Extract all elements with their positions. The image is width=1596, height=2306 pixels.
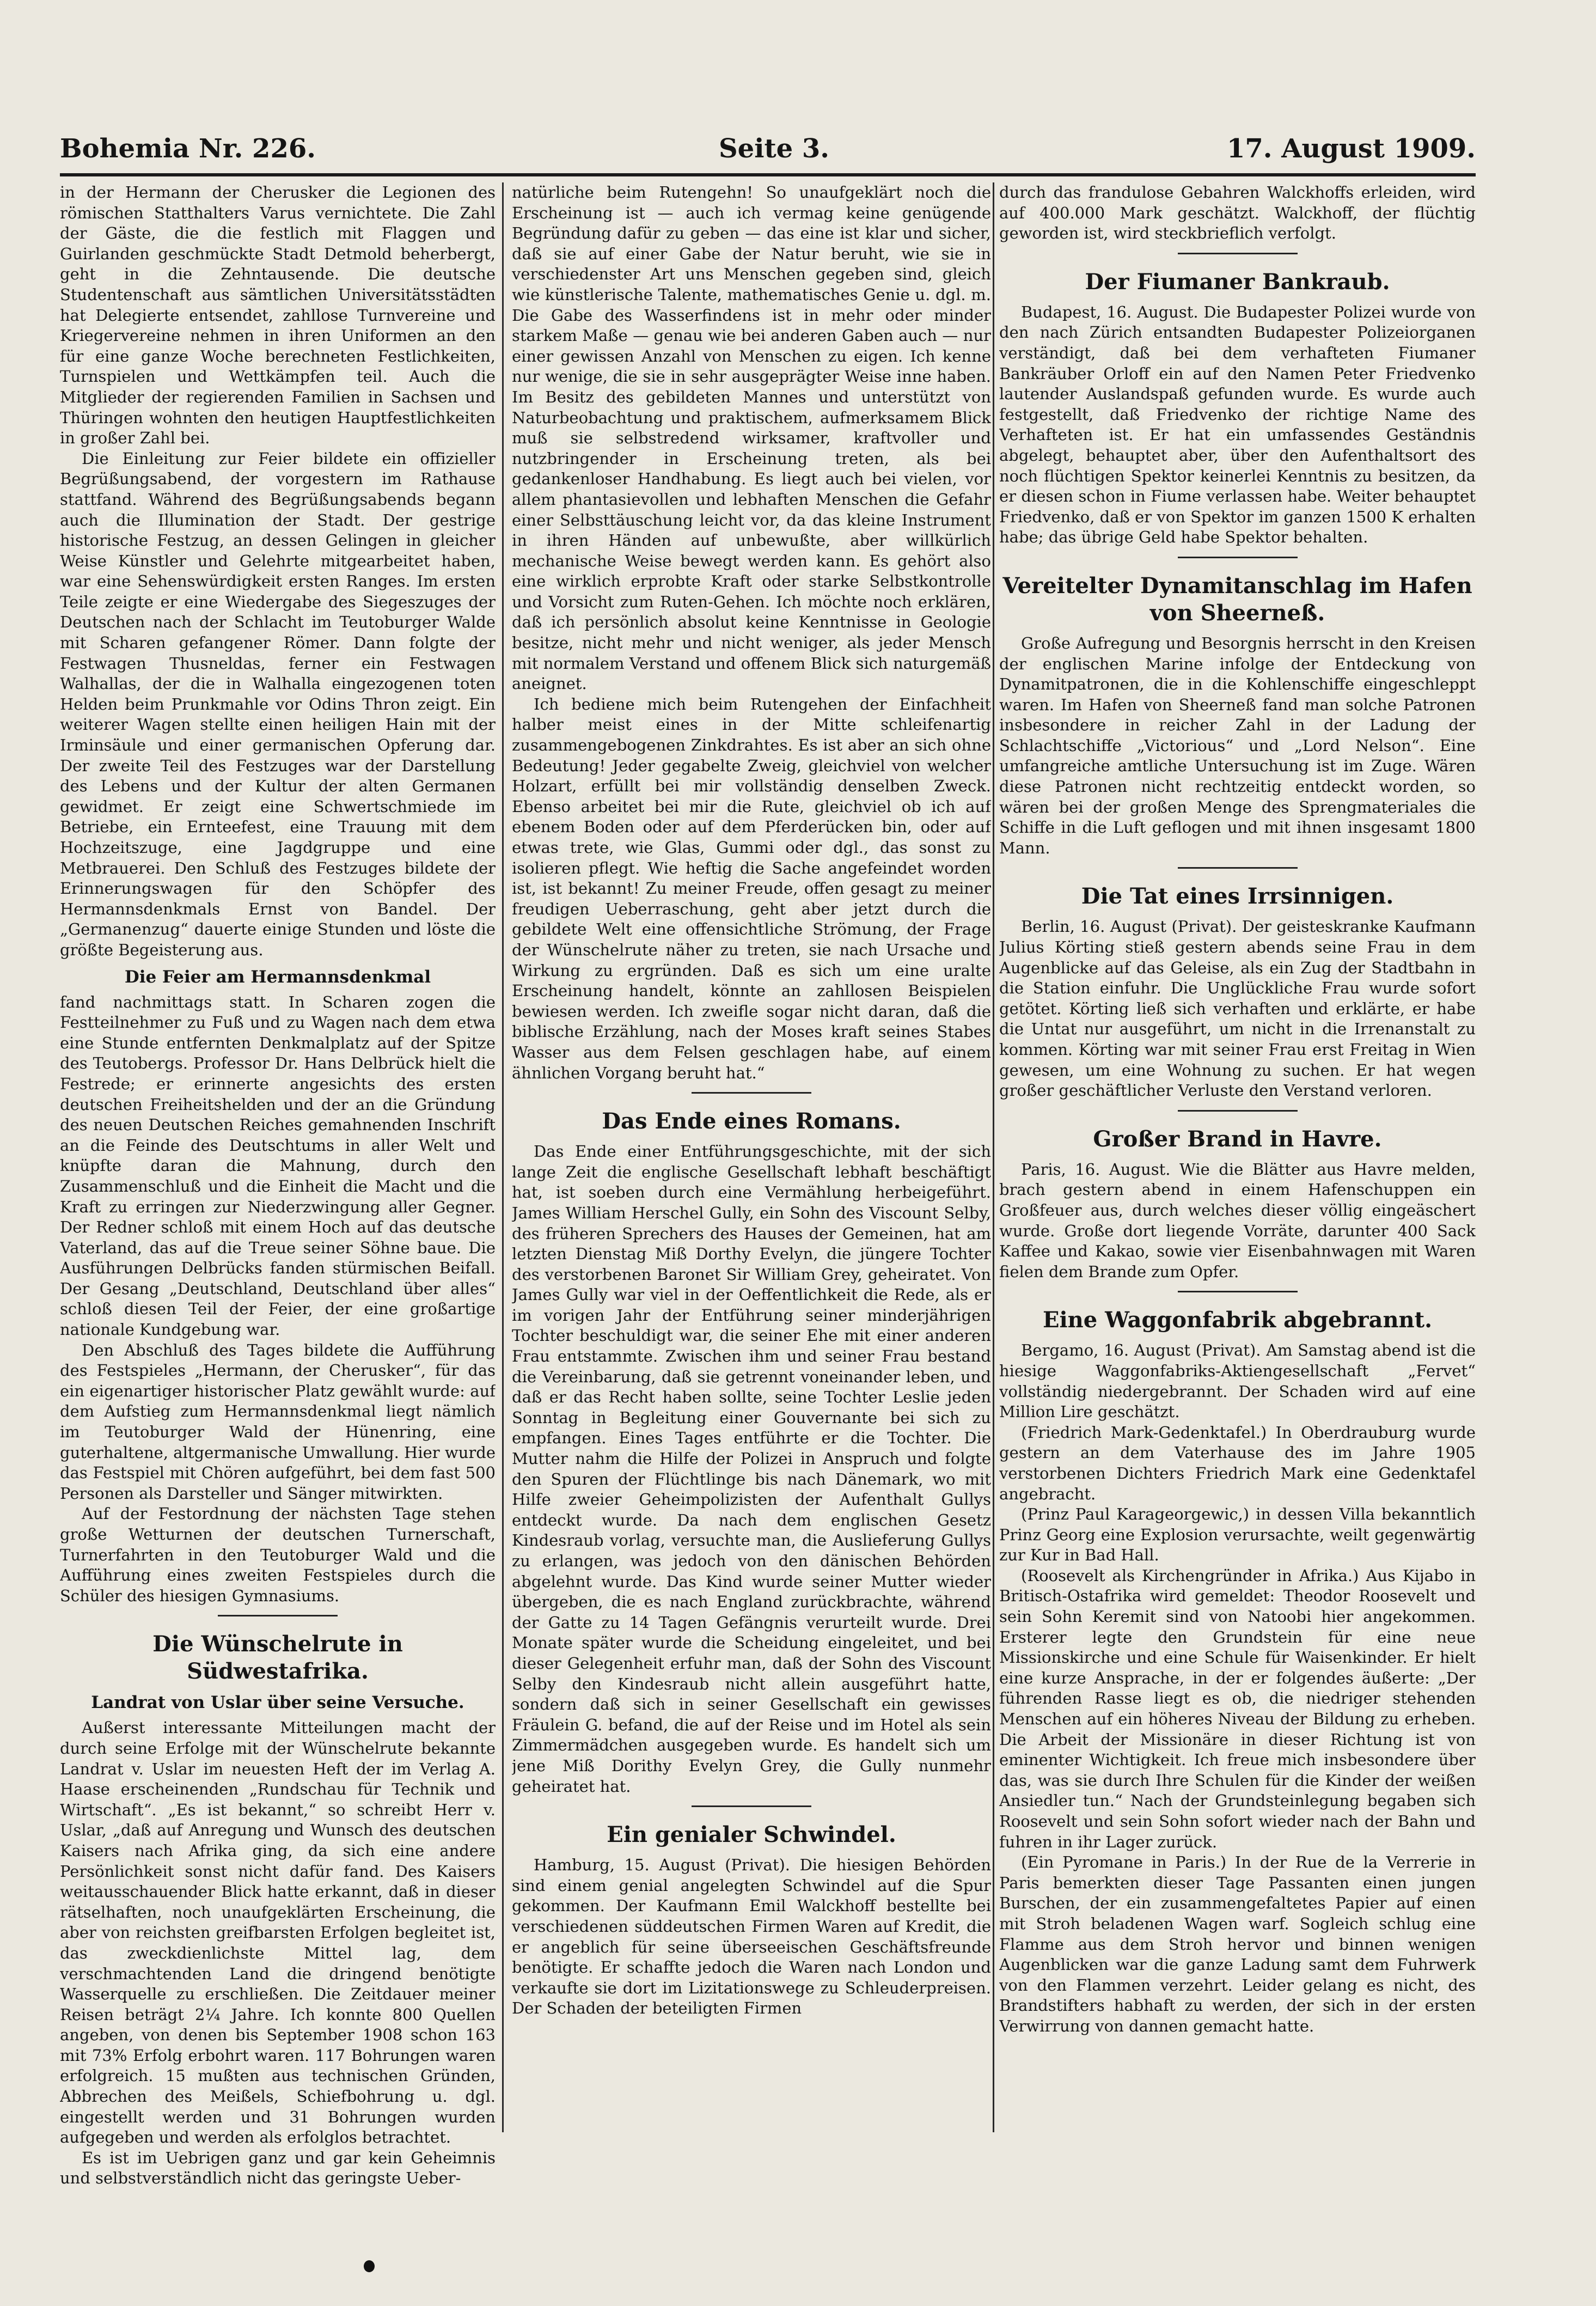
article-separator <box>1178 1291 1298 1292</box>
column-3 <box>999 182 1476 2209</box>
article-headline: Das Ende eines Romans. <box>602 1108 901 1134</box>
article-headline: Ein genialer Schwindel. <box>607 1822 896 1848</box>
news-brief: (Roosevelt als Kirchengründer in Afrika.) Aus Kijabo in Britisch-Ostafrika wird gemeldet: Theodor Roosevelt und sein Sohn Keremit sind von Natoobi hier angekommen. Ersterer legte den Grundstein für eine neue Missionskirche und eine Schule für Waisenkinder. Er hielt eine kurze Ansprache, in der er folgendes äußerte: „Der führenden Rasse liegt es ob, die niedriger stehenden Menschen auf ein höheres Niveau der Bildung zu erheben. Die Arbeit der Missionäre in dieser Richtung ist von eminenter Wichtigkeit. Ich freue mich insbesondere über das, was sie durch Ihre Schulen für die Kinder der weißen Ansiedler tun.“ Nach der Grundsteinlegung begaben sich Roosevelt und sein Sohn sofort wieder nach der Bahn und fuhren in ihr Lager zurück. <box>999 1566 1476 1851</box>
article-headline: Die Wünschelrute in Südwestafrika. <box>152 1631 403 1685</box>
article-separator <box>692 1092 811 1094</box>
article-text: Berlin, 16. August (Privat). Der geisteskranke Kaufmann Julius Körting stieß gestern abends seine Frau in dem Augenblicke auf das Geleise, als ein Zug der Stadtbahn in die Station einfuhr. Die Unglückliche Frau wurde sofort getötet. Körting ließ sich verhaften und erklärte, er habe die Untat nur ausgeführt, um nicht in die Irrenanstalt zu kommen. Körting war mit seiner Frau erst Freitag in Wien gewesen, um eine Wohnung zu suchen. Er hat wegen großer geschäftlicher Verluste den Verstand verloren. <box>999 917 1476 1100</box>
ink-spot <box>364 2260 375 2272</box>
article-text: Es ist im Uebrigen ganz und gar kein Geheimnis und selbstverständlich nicht das geringste Ueber- <box>60 2148 496 2188</box>
page-number: Seite 3. <box>719 133 829 164</box>
article-headline: Eine Waggonfabrik abgebrannt. <box>1042 1307 1433 1333</box>
news-brief: (Ein Pyromane in Paris.) In der Rue de la Verrerie in Paris bemerkten dieser Tage Passanten einen jungen Burschen, der ein zusammengefaltetes Papier auf einen mit Stroh beladenen Wagen warf. Sogleich schlug eine Flamme aus dem Stroh hervor und binnen wenigen Augenblicken war die ganze Ladung samt dem Fuhrwerk von den Flammen verzehrt. Leider gelang es nicht, des Brandstifters habhaft zu werden, der sich in der ersten Verwirrung von dannen gemacht hatte. <box>999 1853 1476 2035</box>
header-rule <box>60 173 1476 176</box>
column-divider <box>502 182 504 2132</box>
section-heading: Die Feier am Hermannsdenkmal <box>124 967 431 987</box>
article-text: natürliche beim Rutengehn! So unaufgeklärt noch die Erscheinung ist — auch ich vermag keine genügende Begründung dafür zu geben — das eine ist klar und sicher, daß sie auf einer Gabe der Natur beruht, wie sie in verschiedenster Art uns Menschen gegeben sind, gleich wie künstlerische Talente, mathematisches Genie u. dgl. m. Die Gabe des Wasserfindens ist in mehr oder minder starkem Maße — genau wie bei anderen Gaben auch — nur einer gewissen Anzahl von Menschen zu eigen. Ich kenne nur wenige, die sie in sehr ausgeprägter Weise inne haben. Im Besitz des gebildeten Mannes und unterstützt von Naturbeobachtung und praktischem, aufmerksamem Blick muß sie selbstredend wirksamer, kraftvoller und nutzbringender in Erscheinung treten, als bei gedankenloser Handhabung. Es liegt auch bei vielen, vor allem phantasievollen und lebhaften Menschen die Gefahr einer Selbsttäuschung leicht vor, da das kleine Instrument in ihren Händen auf unbewußte, aber willkürlich mechanische Weise bewegt werden kann. Es gehört also eine wirklich erprobte Kraft oder starke Selbstkontrolle und Vorsicht zum Ruten-Gehen. Ich möchte noch erklären, daß ich persönlich absolut keine Kenntnisse in Geologie besitze, nicht mehr und nicht weniger, als jeder Mensch mit normalem Verstand und offenem Blick sich naturgemäß aneignet. <box>512 183 991 693</box>
article-separator <box>692 1805 811 1807</box>
article-headline: Vereitelter Dynamitanschlag im Hafen von Sheerneß. <box>1002 572 1472 626</box>
article-text: Das Ende einer Entführungsgeschichte, mit der sich lange Zeit die englische Gesellschaft lebhaft beschäftigt hat, ist soeben durch eine Vermählung herbeigeführt. James William Herschel Gully, ein Sohn des Viscount Selby, des früheren Sprechers des Hauses der Gemeinen, hat am letzten Dienstag Miß Dorthy Evelyn, die jüngere Tochter des verstorbenen Baronet Sir William Grey, geheiratet. Von James Gully war viel in der Oeffentlichkeit die Rede, als er im vorigen Jahr der Entführung seiner minderjährigen Tochter beschuldigt war, die seiner Ehe mit einer anderen Frau entstammte. Zwischen ihm und seiner Frau bestand die Vereinbarung, daß sie getrennt voneinander leben, und daß er das Recht haben sollte, seine Tochter Leslie jeden Sonntag in Begleitung einer Gouvernante bei sich zu empfangen. Eines Tages entführte er die Tochter. Die Mutter nahm die Hilfe der Polizei in Anspruch und folgte den Spuren der Flüchtlinge bis nach Dänemark, wo mit Hilfe zweier Geheimpolizisten der Aufenthalt Gullys entdeckt wurde. Da nach dem englischen Gesetz Kindesraub vorlag, versuchte man, die Auslieferung Gullys zu erlangen, was jedoch von den dänischen Behörden abgelehnt wurde. Das Kind wurde seiner Mutter wieder übergeben, die es nach England zurückbrachte, während der Gatte zu 14 Tagen Gefängnis verurteilt wurde. Drei Monate später wurde die Scheidung eingeleitet, und bei dieser Gelegenheit erfuhr man, daß der Sohn des Viscount Selby den Kindesraub nicht allein ausgeführt hatte, sondern daß sich in seiner Gesellschaft ein gewisses Fräulein G. befand, die auf der Reise und im Hotel als sein Zimmermädchen ausgegeben wurde. Es handelt sich um jene Miß Dorithy Evelyn Grey, die Gully nunmehr geheiratet hat. <box>512 1142 991 1796</box>
article-text: Bergamo, 16. August (Privat). Am Samstag abend ist die hiesige Waggonfabriks-Aktiengesellschaft „Fervet“ vollständig niedergebrannt. Der Schaden wird auf eine Million Lire geschätzt. <box>999 1341 1476 1422</box>
article-separator <box>1178 1110 1298 1112</box>
article-text: in der Hermann der Cherusker die Legionen des römischen Statthalters Varus vernichtete. Die Zahl der Gäste, die die festlich mit Flaggen und Guirlanden geschmückte Stadt Detmold beherbergt, geht in die Zehntausende. Die deutsche Studentenschaft aus sämtlichen Universitätsstädten hat Delegierte entsendet, zahllose Turnvereine und Kriegervereine nehmen in ihren Uniformen an den für eine ganze Woche berechneten Festlichkeiten, Turnspielen und Wettkämpfen teil. Auch die Mitglieder der regierenden Familien in Sachsen und Thüringen wohnten den heutigen Hauptfestlichkeiten in großer Zahl bei. <box>60 183 496 448</box>
column-1 <box>60 182 496 2209</box>
column-2 <box>512 182 991 2209</box>
article-text: Paris, 16. August. Wie die Blätter aus Havre melden, brach gestern abend in einem Hafenschuppen ein Großfeuer aus, durch welches dieser völlig eingeäschert wurde. Große dort liegende Vorräte, darunter 400 Sack Kaffee und Kakao, sowie vier Eisenbahnwagen mit Waren fielen dem Brande zum Opfer. <box>999 1160 1476 1281</box>
article-separator <box>1178 253 1298 254</box>
article-text: durch das frandulose Gebahren Walckhoffs erleiden, wird auf 400.000 Mark geschätzt. Walckhoff, der flüchtig geworden ist, wird steckbrieflich verfolgt. <box>999 183 1476 243</box>
article-text: Den Abschluß des Tages bildete die Aufführung des Festspieles „Hermann, der Cherusker“, für das ein eigenartiger historischer Platz gewählt wurde: auf dem Aufstieg zum Hermannsdenkmal liegt nämlich im Teutoburger Wald der Hünenring, eine guterhaltene, altgermanische Umwallung. Hier wurde das Festspiel mit Chören aufgeführt, bei dem fast 500 Personen als Darsteller und Sänger mitwirkten. <box>60 1340 496 1503</box>
article-text: Hamburg, 15. August (Privat). Die hiesigen Behörden sind einem genial angelegten Schwindel auf die Spur gekommen. Der Kaufmann Emil Walckhoff bestellte bei verschiedenen süddeutschen Firmen Waren auf Kredit, die er angeblich für seine überseeischen Geschäftsfreunde benötigte. Er schaffte jedoch die Waren nach London und verkaufte sie dort im Lizitationswege zu Schleuderpreisen. Der Schaden der beteiligten Firmen <box>512 1856 991 2018</box>
article-text: fand nachmittags statt. In Scharen zogen die Festteilnehmer zu Fuß und zu Wagen nach dem etwa eine Stunde entfernten Denkmalplatz auf der Spitze des Teutobergs. Professor Dr. Hans Delbrück hielt die Festrede; er erinnerte angesichts des ersten deutschen Freiheitshelden und der an die Gründung des neuen Deutschen Reiches gemahnenden Inschrift an die Feinde des Deutschtums in aller Welt und knüpfte daran die Mahnung, durch den Zusammenschluß und die Einheit die Macht und die Kraft zu erringen zur Niederzwingung aller Gegner. Der Redner schloß mit einem Hoch auf das deutsche Vaterland, das auf die Treue seiner Söhne baue. Die Ausführungen Delbrücks fanden stürmischen Beifall. Der Gesang „Deutschland, Deutschland über alles“ schloß diesen Teil der Feier, der eine großartige nationale Kundgebung war. <box>60 992 496 1339</box>
news-brief: (Friedrich Mark-Gedenktafel.) In Oberdrauburg wurde gestern an dem Vaterhause des im Jahre 1905 verstorbenen Dichters Friedrich Mark eine Gedenktafel angebracht. <box>999 1423 1476 1503</box>
page-header <box>60 123 1476 166</box>
article-text: Außerst interessante Mitteilungen macht der durch seine Erfolge mit der Wünschelrute bekannte Landrat v. Uslar im neuesten Heft der im Verlag A. Haase erscheinenden „Rundschau für Technik und Wirtschaft“. „Es ist bekannt,“ so schreibt Herr v. Uslar, „daß auf Anregung und Wunsch des deutschen Kaisers nach Afrika ging, da sich eine andere Persönlichkeit sonst nicht dafür fand. Des Kaisers weitausschauender Blick hatte erkannt, daß in dieser rätselhaften, noch unaufgeklärten Erscheinung, die aber von reichsten greifbarsten Erfolgen begleitet ist, das zweckdienlichste Mittel lag, dem verschmachtenden Land die dringend benötigte Wasserquelle zu erschließen. Die Zeitdauer meiner Reisen beträgt 2¼ Jahre. Ich konnte 800 Quellen angeben, von denen bis September 1908 schon 163 mit 73% Erfolg erbohrt waren. 117 Bohrungen waren erfolgreich. 15 mußten aus technischen Gründen, Abbrechen des Meißels, Schiefbohrung u. dgl. eingestellt werden und 31 Bohrungen wurden aufgegeben und werden als erfolglos betrachtet. <box>60 1718 496 2147</box>
column-divider <box>993 182 994 2132</box>
article-subheadline: Landrat von Uslar über seine Versuche. <box>91 1693 464 1713</box>
article-headline: Die Tat eines Irrsinnigen. <box>1081 883 1394 910</box>
article-text: Große Aufregung und Besorgnis herrscht in den Kreisen der englischen Marine infolge der Entdeckung von Dynamitpatronen, die in die Kohlenschiffe eingeschleppt waren. Im Hafen von Sheerneß fand man solche Patronen insbesondere in reicher Zahl in der Ladung der Schlachtschiffe „Victorious“ und „Lord Nelson“. Eine umfangreiche amtliche Untersuchung ist im Zuge. Wären diese Patronen nicht rechtzeitig entdeckt worden, so wären bei der großen Menge des Sprengmateriales die Schiffe in die Luft geflogen und mit ihnen insgesamt 1800 Mann. <box>999 633 1476 857</box>
news-brief: (Prinz Paul Karageorgewic,) in dessen Villa bekanntlich Prinz Georg eine Explosion verursachte, weilt gegenwärtig zur Kur in Bad Hall. <box>999 1505 1476 1565</box>
article-text: Budapest, 16. August. Die Budapester Polizei wurde von den nach Zürich entsandten Budapester Polizeiorganen verständigt, daß bei dem verhafteten Fiumaner Bankräuber Orloff ein auf den Namen Peter Friedvenko lautender Auslandspaß gefunden wurde. Es wurde auch festgestellt, daß Friedvenko der richtige Name des Verhafteten ist. Er hat ein umfassendes Geständnis abgelegt, behauptet aber, über den Aufenthaltsort des noch flüchtigen Spektor keinerlei Kenntnis zu besitzen, da er diesen schon in Fiume verlassen habe. Weiter behauptet Friedvenko, daß er von Spektor im ganzen 1500 K erhalten habe; das übrige Geld habe Spektor behalten. <box>999 302 1476 547</box>
article-text: Die Einleitung zur Feier bildete ein offizieller Begrüßungsabend, der vorgestern im Rathause stattfand. Während des Begrüßungsabends begann auch die Illumination der Stadt. Der gestrige historische Festzug, an dessen Gelingen in gleicher Weise Künstler und Gelehrte mitgearbeitet haben, war eine Sehenswürdigkeit ersten Ranges. Im ersten Teile zeigte er eine Wiedergabe des Siegeszuges der Deutschen nach der Schlacht im Teutoburger Walde mit Scharen gefangener Römer. Dann folgte der Festwagen Thusneldas, ferner ein Festwagen Walhallas, der die in Walhalla eingezogenen toten Helden beim Prunkmahle vor Odins Thron zeigt. Ein weiterer Wagen stellte einen heiligen Hain mit der Irminsäule und einer germanischen Opferung dar. Der zweite Teil des Festzuges war der Darstellung des Lebens und der Kultur der alten Germanen gewidmet. Er zeigt eine Schwertschmiede im Betriebe, ein Ernteefest, eine Trauung mit dem Hochzeitszuge, eine Jagdgruppe und eine Metbrauerei. Den Schluß des Festzuges bildete der Erinnerungswagen für den Schöpfer des Hermannsdenkmals Ernst von Bandel. Der „Germanenzug“ dauerte einige Stunden und löste die größte Begeisterung aus. <box>60 449 496 959</box>
article-separator <box>218 1615 338 1616</box>
article-text: Auf der Festordnung der nächsten Tage stehen große Wetturnen der deutschen Turnerschaft, Turnerfahrten in den Teutoburger Wald und die Aufführung eines zweiten Festspieles durch die Schüler des hiesigen Gymnasiums. <box>60 1504 496 1605</box>
masthead-issue: Bohemia Nr. 226. <box>60 133 316 164</box>
article-headline: Großer Brand in Havre. <box>1093 1126 1382 1152</box>
article-separator <box>1178 557 1298 558</box>
article-text: Ich bediene mich beim Rutengehen der Einfachheit halber meist eines in der Mitte schleifenartig zusammengebogenen Zinkdrahtes. Es ist aber an sich ohne Bedeutung! Jeder gegabelte Zweig, gleichviel von welcher Holzart, erfüllt bei mir vollständig denselben Zweck. Ebenso arbeitet bei mir die Rute, gleichviel ob ich auf ebenem Boden oder auf dem Pferderücken bin, oder auf etwas trete, wie Glas, Gummi oder dgl., das sonst zu isolieren pflegt. Wie heftig die Sache angefeindet worden ist, ist bekannt! Zu meiner Freude, offen gesagt zu meiner freudigen Ueberraschung, geht aber jetzt durch die gebildete Welt eine offensichtliche Strömung, der Frage der Wünschelrute näher zu treten, sie nach Ursache und Wirkung zu ergründen. Daß es sich um eine uralte Erscheinung handelt, könnte an zahllosen Beispielen bewiesen werden. Ich zweifle sogar nicht daran, daß die biblische Erzählung, nach der Moses kraft seines Stabes Wasser aus dem Felsen geschlagen habe, auf einem ähnlichen Vorgang beruht hat.“ <box>512 694 991 1082</box>
article-headline: Der Fiumaner Bankraub. <box>1085 269 1390 295</box>
issue-date: 17. August 1909. <box>1226 133 1476 164</box>
article-separator <box>1178 867 1298 869</box>
